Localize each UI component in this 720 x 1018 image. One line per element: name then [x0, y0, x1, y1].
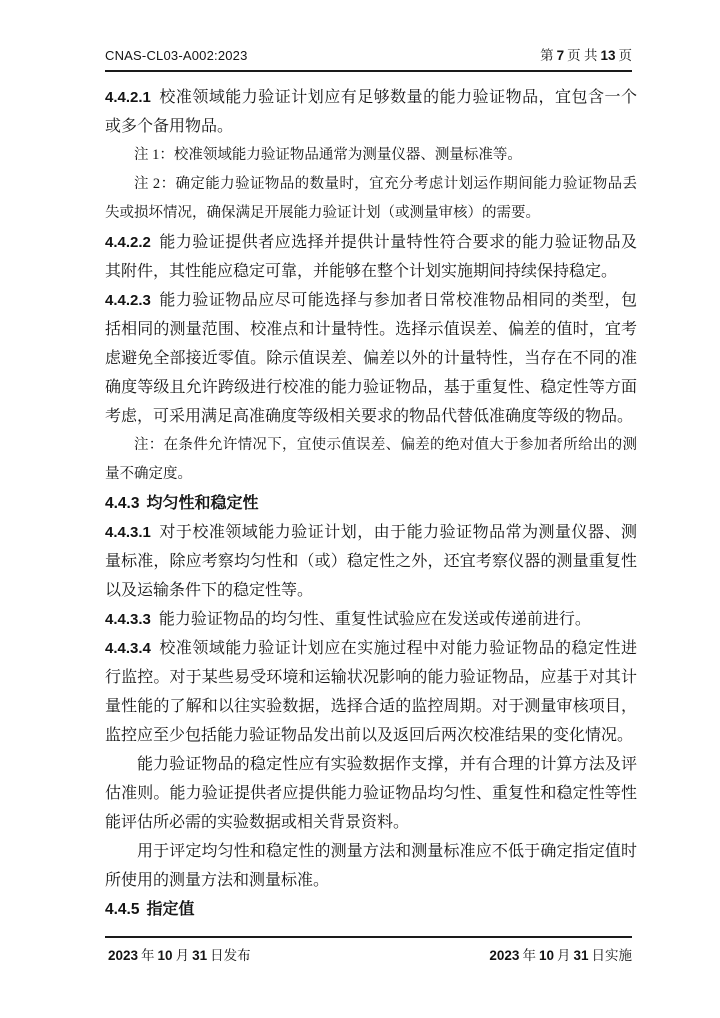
note-3: 注：在条件允许情况下，宜使示值误差、偏差的绝对值大于参加者所给出的测量不确定度。	[105, 437, 637, 482]
page-info-suffix: 页	[618, 48, 632, 63]
document-code: CNAS-CL03-A002:2023	[105, 48, 248, 63]
clause-4-4-2-1	[105, 83, 637, 141]
clause-text: 能力验证提供者应选择并提供计量特性符合要求的能力验证物品及其附件，其性能应稳定可靠，并能够在整个计划实施期间持续保持稳定。	[105, 234, 637, 280]
clause-4-4-3-3	[105, 605, 637, 634]
clause-4-4-3-4	[105, 634, 637, 750]
clause-number: 4.4.2.1	[105, 89, 151, 106]
implement-date	[486, 944, 632, 964]
heading-number: 4.4.5	[105, 901, 140, 918]
implement-suffix: 日实施	[591, 948, 632, 963]
publish-year: 2023	[108, 948, 139, 963]
note-1: 注 1：校准领域能力验证物品通常为测量仪器、测量标准等。	[134, 147, 522, 163]
page-info-prefix: 第	[540, 48, 554, 63]
page-number-indicator	[540, 44, 632, 64]
clause-text: 能力验证物品应尽可能选择与参加者日常校准物品相同的类型，包括相同的测量范围、校准点和计量特性。选择示值误差、偏差的值时，宜考虑避免全部接近零值。除示值误差、偏差以外的计量特性，当存在不同的准确度等级且允许跨级进行校准的能力验证物品，基于重复性、稳定性等方面考虑，可采用满足高准确度等级相关要求的物品代替低准确度等级的物品。	[105, 292, 637, 425]
total-page-number: 13	[600, 48, 616, 63]
publish-suffix: 日发布	[210, 948, 251, 963]
page-header	[105, 44, 632, 72]
document-body	[105, 83, 637, 924]
clause-text: 对于校准领域能力验证计划，由于能力验证物品常为测量仪器、测量标准，除应考察均匀性和（或）稳定性之外，还宜考察仪器的测量重复性以及运输条件下的稳定性等。	[105, 524, 637, 599]
publish-date	[105, 944, 251, 964]
clause-4-4-2-3	[105, 286, 637, 431]
clause-number: 4.4.3.3	[105, 611, 151, 628]
heading-4-4-3	[105, 489, 637, 518]
heading-4-4-5	[105, 895, 637, 924]
implement-day: 31	[573, 948, 589, 963]
publish-month-unit: 月	[175, 948, 190, 963]
clause-text: 校准领域能力验证计划应有足够数量的能力验证物品，宜包含一个或多个备用物品。	[105, 89, 637, 135]
clause-number: 4.4.2.3	[105, 292, 151, 309]
clause-4-4-2-2	[105, 228, 637, 286]
note-2: 注 2：确定能力验证物品的数量时，宜充分考虑计划运作期间能力验证物品丢失或损坏情况，确保满足开展能力验证计划（或测量审核）的需要。	[105, 176, 637, 221]
implement-month-unit: 月	[556, 948, 571, 963]
implement-year-unit: 年	[522, 948, 536, 963]
implement-month: 10	[538, 948, 554, 963]
clause-4-4-3-1	[105, 518, 637, 605]
publish-day: 31	[192, 948, 208, 963]
page-footer	[105, 936, 632, 964]
heading-text: 指定值	[146, 901, 195, 918]
clause-number: 4.4.2.2	[105, 234, 151, 251]
heading-text: 均匀性和稳定性	[146, 495, 259, 512]
clause-number: 4.4.3.4	[105, 640, 151, 657]
clause-text: 能力验证物品的均匀性、重复性试验应在发送或传递前进行。	[158, 611, 591, 628]
publish-month: 10	[157, 948, 173, 963]
paragraph-measurement-method: 用于评定均匀性和稳定性的测量方法和测量标准应不低于确定指定值时所使用的测量方法和测量标准。	[105, 843, 637, 889]
publish-year-unit: 年	[141, 948, 155, 963]
implement-year: 2023	[489, 948, 520, 963]
current-page-number: 7	[556, 48, 565, 63]
clause-text: 校准领域能力验证计划应在实施过程中对能力验证物品的稳定性进行监控。对于某些易受环境和运输状况影响的能力验证物品，应基于对其计量性能的了解和以往实验数据，选择合适的监控周期。对于测量审核项目，监控应至少包括能力验证物品发出前以及返回后两次校准结果的变化情况。	[105, 640, 637, 744]
page-info-middle: 页 共	[567, 48, 598, 63]
paragraph-stability-data: 能力验证物品的稳定性应有实验数据作支撑，并有合理的计算方法及评估准则。能力验证提供者应提供能力验证物品均匀性、重复性和稳定性等性能评估所必需的实验数据或相关背景资料。	[105, 756, 637, 831]
heading-number: 4.4.3	[105, 495, 140, 512]
clause-number: 4.4.3.1	[105, 524, 151, 541]
